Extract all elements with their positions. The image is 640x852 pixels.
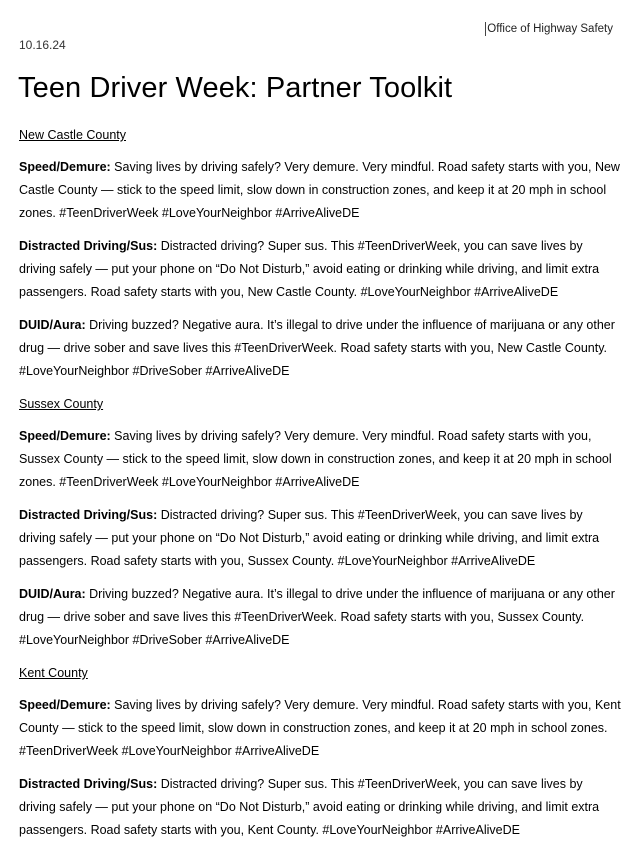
post-label: DUID/Aura:: [19, 587, 86, 601]
post-duid-aura: [19, 583, 621, 652]
post-text: Driving buzzed? Negative aura. It’s illegal to drive under the influence of marijuana or any other drug — drive sober and save lives this #TeenDriverWeek. Road safety starts with you, New Castle County. #LoveYourNeighbor #DriveSober #ArriveAliveDE: [19, 318, 615, 378]
post-label: DUID/Aura:: [19, 318, 86, 332]
post-duid-aura: [19, 314, 621, 383]
post-text: Saving lives by driving safely? Very demure. Very mindful. Road safety starts with you, New Castle County — stick to the speed limit, slow down in construction zones, and keep it at 20 mph in school zones. #TeenDriverWeek #LoveYourNeighbor #ArriveAliveDE: [19, 160, 620, 220]
post-speed-demure: [19, 694, 621, 763]
organization-name: Office of Highway Safety: [487, 23, 613, 35]
document-body: [19, 122, 621, 852]
post-text: Saving lives by driving safely? Very demure. Very mindful. Road safety starts with you, Kent County — stick to the speed limit, slow down in construction zones, and keep it at 20 mph in school zones. #TeenDriverWeek #LoveYourNeighbor #ArriveAliveDE: [19, 698, 621, 758]
post-speed-demure: [19, 425, 621, 494]
post-text: Distracted driving? Super sus. This #TeenDriverWeek, you can save lives by driving safely — put your phone on “Do Not Disturb,” avoid eating or drinking while driving, and limit extra passengers. Road safety starts with you, Kent County. #LoveYourNeighbor #ArriveAliveDE: [19, 777, 600, 837]
county-heading-kent: Kent County: [19, 666, 88, 680]
county-heading-sussex: Sussex County: [19, 397, 104, 411]
post-label: Distracted Driving/Sus:: [19, 777, 158, 791]
post-text: Distracted driving? Super sus. This #TeenDriverWeek, you can save lives by driving safely — put your phone on “Do Not Disturb,” avoid eating or drinking while driving, and limit extra passengers. Road safety starts with you, New Castle County. #LoveYourNeighbor #ArriveAliveDE: [19, 239, 600, 299]
post-label: Speed/Demure:: [19, 698, 111, 712]
post-label: Speed/Demure:: [19, 429, 111, 443]
post-distracted-driving-sus: [19, 773, 621, 842]
post-text: Driving buzzed? Negative aura. It’s illegal to drive under the influence of marijuana or any other drug — drive sober and save lives this #TeenDriverWeek. Road safety starts with you, Sussex County. #LoveYourNeighbor #DriveSober #ArriveAliveDE: [19, 587, 615, 647]
post-label: Speed/Demure:: [19, 160, 111, 174]
post-label: Distracted Driving/Sus:: [19, 239, 158, 253]
post-text: Distracted driving? Super sus. This #TeenDriverWeek, you can save lives by driving safely — put your phone on “Do Not Disturb,” avoid eating or drinking while driving, and limit extra passengers. Road safety starts with you, Sussex County. #LoveYourNeighbor #ArriveAliveDE: [19, 508, 600, 568]
post-text: Saving lives by driving safely? Very demure. Very mindful. Road safety starts with you, Sussex County — stick to the speed limit, slow down in construction zones, and keep it at 20 mph in school zones. #TeenDriverWeek #LoveYourNeighbor #ArriveAliveDE: [19, 429, 612, 489]
document-date: 10.16.24: [19, 38, 66, 52]
post-distracted-driving-sus: [19, 235, 621, 304]
county-heading-new-castle: New Castle County: [19, 128, 126, 142]
post-label: Distracted Driving/Sus:: [19, 508, 158, 522]
page-title: Teen Driver Week: Partner Toolkit: [18, 72, 453, 104]
post-distracted-driving-sus: [19, 504, 621, 573]
post-speed-demure: [19, 156, 621, 225]
